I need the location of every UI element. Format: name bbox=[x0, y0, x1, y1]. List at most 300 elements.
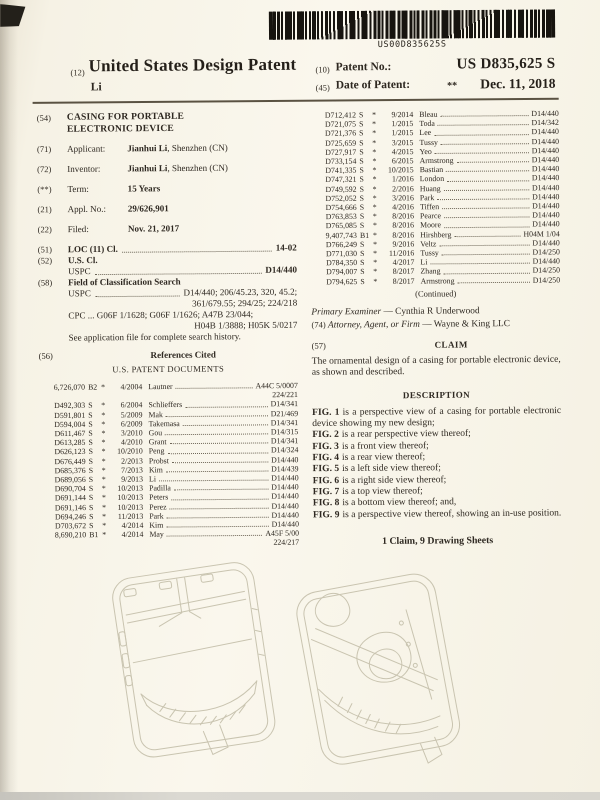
citation-name: May bbox=[149, 529, 164, 539]
citation-star: * bbox=[372, 193, 377, 203]
field-search-label: Field of Classification Search bbox=[68, 276, 181, 288]
date-of-patent-value: Dec. 11, 2018 bbox=[480, 75, 556, 92]
claim-text: The ornamental design of a casing for portable electronic device, as shown and described. bbox=[311, 354, 561, 379]
citation-star: * bbox=[101, 456, 106, 466]
citation-name: Li bbox=[148, 474, 157, 484]
citation-kind: S bbox=[88, 437, 93, 448]
field-number: (**) bbox=[37, 184, 52, 195]
citation-number: D721,075 bbox=[324, 119, 357, 129]
citation-class: D14/250 bbox=[532, 247, 560, 257]
citation-name: Tussy bbox=[419, 137, 438, 147]
dotted-leader bbox=[170, 501, 269, 509]
citation-star: * bbox=[373, 248, 378, 258]
patent-citations-right bbox=[310, 109, 560, 287]
citation-name: Tussy bbox=[420, 248, 439, 258]
dotted-leader bbox=[159, 474, 268, 482]
citation-star: * bbox=[373, 276, 378, 286]
fcs-uspc-label: USPC bbox=[68, 288, 91, 299]
citation-kind: S bbox=[88, 484, 94, 494]
left-column bbox=[37, 111, 299, 549]
citation-star: * bbox=[101, 400, 106, 411]
citation-date: 3/2010 bbox=[120, 428, 143, 438]
citation-class: D14/440 bbox=[271, 482, 299, 492]
citation-number: D691,146 bbox=[54, 502, 87, 513]
citation-date: 9/2014 bbox=[391, 109, 414, 120]
dotted-leader bbox=[166, 464, 268, 472]
citation-kind: S bbox=[359, 202, 365, 212]
dotted-leader bbox=[185, 400, 267, 408]
citation-class: D14/315 bbox=[270, 427, 299, 437]
citation-date: 6/2009 bbox=[120, 419, 143, 429]
citation-star: * bbox=[101, 465, 106, 475]
patent-citation-row bbox=[39, 381, 298, 402]
citation-name: Zhang bbox=[420, 266, 441, 277]
citation-class: D14/341 bbox=[270, 399, 299, 409]
citation-number: D766,249 bbox=[325, 239, 358, 250]
citation-class: D14/440 bbox=[271, 510, 299, 520]
field-value: 15 Years bbox=[127, 183, 161, 194]
citation-name: Park bbox=[149, 511, 164, 521]
field-number: (71) bbox=[36, 143, 52, 155]
citation-number: 6,726,070 bbox=[53, 382, 86, 392]
date-code: (45) bbox=[315, 82, 330, 93]
citation-date: 4/2014 bbox=[121, 520, 144, 530]
citation-kind: S bbox=[89, 521, 94, 531]
citation-kind: S bbox=[88, 502, 94, 512]
citation-star: * bbox=[102, 530, 107, 540]
citation-class: D14/440 bbox=[532, 238, 560, 248]
citation-name: Peters bbox=[149, 492, 169, 503]
dotted-leader bbox=[166, 520, 268, 528]
citation-class: D14/250 bbox=[532, 265, 561, 276]
dotted-leader bbox=[174, 483, 268, 491]
field-number: (51) bbox=[37, 244, 53, 255]
dotted-leader bbox=[430, 257, 529, 265]
citation-kind: S bbox=[88, 428, 93, 438]
citation-name: Lautner bbox=[148, 381, 173, 392]
citation-number: D727,917 bbox=[325, 147, 357, 157]
citation-date: 8/2017 bbox=[392, 267, 415, 277]
citation-class: D14/440 bbox=[271, 491, 299, 502]
claim-heading: CLAIM bbox=[434, 339, 468, 350]
citation-name: Bleau bbox=[419, 109, 438, 119]
citation-name: Armstrong bbox=[419, 155, 454, 166]
citation-class: D14/440 bbox=[532, 256, 560, 266]
citation-class: D14/440 bbox=[531, 127, 559, 137]
citation-star: * bbox=[372, 174, 377, 184]
citation-date: 2/2013 bbox=[121, 456, 143, 466]
claims-sheets-note: 1 Claim, 9 Drawing Sheets bbox=[382, 534, 494, 547]
dotted-leader bbox=[457, 155, 529, 163]
citation-class: D14/324 bbox=[270, 445, 299, 455]
biblio-field-row bbox=[37, 142, 296, 155]
citation-class: D14/440 bbox=[531, 136, 560, 146]
search-history-note: See application file for complete search history. bbox=[68, 331, 241, 343]
figure-description-line: FIG. 4 is a rear view thereof; bbox=[312, 452, 426, 464]
dotted-leader bbox=[166, 409, 268, 417]
citation-class: D14/440 bbox=[532, 201, 560, 211]
citation-star: * bbox=[101, 437, 106, 447]
field-number: (22) bbox=[37, 224, 52, 235]
citation-name: Kim bbox=[148, 465, 163, 475]
citation-name: Perez bbox=[149, 502, 167, 512]
citation-date: 6/2004 bbox=[120, 400, 143, 410]
citation-kind: S bbox=[88, 456, 94, 466]
citation-class: D14/342 bbox=[531, 118, 559, 128]
citation-date: 3/2015 bbox=[391, 137, 414, 147]
citation-class: D14/440 bbox=[532, 191, 560, 202]
figure-description-line: FIG. 7 is a top view thereof; bbox=[312, 486, 423, 498]
citation-star: * bbox=[372, 128, 377, 138]
citation-star: * bbox=[101, 410, 106, 420]
citation-number: 8,690,210 bbox=[54, 530, 87, 540]
citation-date: 4/2010 bbox=[120, 437, 143, 447]
dotted-leader bbox=[122, 243, 272, 253]
citation-star: * bbox=[373, 239, 378, 249]
field-label: Inventor: bbox=[67, 163, 101, 174]
citation-star: * bbox=[101, 428, 106, 438]
field-number: (58) bbox=[37, 277, 53, 288]
citation-class: D14/341 bbox=[270, 417, 299, 428]
citation-class: D14/440 bbox=[531, 173, 560, 183]
dotted-leader bbox=[441, 137, 529, 145]
examiner-label: Primary Examiner bbox=[311, 306, 382, 318]
citation-date: 2/2016 bbox=[392, 183, 414, 194]
citation-star: * bbox=[101, 493, 106, 503]
dotted-leader bbox=[442, 248, 530, 256]
dotted-leader bbox=[434, 128, 528, 136]
dotted-leader bbox=[183, 418, 268, 426]
citation-name: Kim bbox=[149, 520, 164, 530]
citation-class: D14/440 bbox=[271, 519, 300, 529]
citation-kind: S bbox=[358, 110, 364, 120]
citation-kind: S bbox=[359, 128, 364, 138]
citation-number: D611,467 bbox=[54, 428, 86, 439]
citation-name: Pearce bbox=[420, 211, 441, 221]
citation-number: D694,246 bbox=[54, 511, 87, 522]
citation-class: D14/440 bbox=[271, 454, 299, 465]
citation-class: D14/250 bbox=[532, 275, 561, 285]
dotted-leader bbox=[167, 529, 263, 537]
citation-date: 11/2013 bbox=[117, 511, 144, 521]
citation-date: 4/2016 bbox=[392, 202, 414, 212]
citation-star: * bbox=[372, 211, 377, 221]
citation-kind: S bbox=[360, 248, 365, 259]
citation-name: Lee bbox=[419, 128, 432, 138]
citation-name: London bbox=[419, 174, 445, 184]
citation-kind: S bbox=[359, 239, 365, 249]
citation-star: * bbox=[101, 447, 106, 457]
continued-note: (Continued) bbox=[415, 288, 457, 299]
citation-name: Yeo bbox=[419, 146, 432, 156]
citation-kind: B1 bbox=[89, 530, 99, 540]
field-value: Jianhui Li, Shenzhen (CN) bbox=[127, 162, 228, 174]
citation-kind: S bbox=[359, 184, 364, 194]
field-value: Jianhui Li, Shenzhen (CN) bbox=[127, 142, 228, 154]
citation-class: A45F 5/00 bbox=[265, 528, 300, 539]
dotted-leader bbox=[454, 229, 520, 237]
citation-name: Huang bbox=[419, 183, 441, 193]
citation-number: D626,123 bbox=[54, 447, 86, 457]
citation-name: Bastian bbox=[419, 165, 444, 175]
citation-name: Park bbox=[419, 192, 435, 203]
dotted-leader bbox=[167, 511, 269, 519]
citation-star: * bbox=[101, 419, 106, 429]
field-number: (57) bbox=[311, 340, 326, 351]
references-heading: References Cited bbox=[150, 349, 216, 361]
us-cl-label: U.S. Cl. bbox=[67, 255, 98, 266]
citation-number: D741,335 bbox=[325, 165, 357, 176]
citation-star: * bbox=[101, 382, 106, 392]
dotted-leader bbox=[439, 238, 529, 246]
dotted-leader bbox=[447, 174, 529, 182]
citation-name: Schlieffers bbox=[148, 400, 183, 410]
citation-star: * bbox=[101, 484, 106, 494]
citation-number: D703,672 bbox=[54, 521, 87, 531]
citation-class-line2: 224/217 bbox=[273, 538, 300, 548]
us-patent-documents-heading: U.S. PATENT DOCUMENTS bbox=[112, 363, 225, 375]
citation-date: 5/2009 bbox=[120, 409, 143, 420]
citation-number: D613,285 bbox=[54, 438, 86, 448]
citation-class: D14/440 bbox=[271, 473, 299, 483]
barcode-text: US00D835625S bbox=[377, 39, 447, 50]
loc-value: 14-02 bbox=[275, 242, 297, 253]
inventor-surname: Li bbox=[90, 81, 102, 94]
description-heading: DESCRIPTION bbox=[402, 389, 471, 401]
patent-citation-row bbox=[311, 275, 560, 286]
citation-number: D754,666 bbox=[325, 202, 357, 213]
field-label: Applicant: bbox=[67, 143, 106, 154]
citation-kind: S bbox=[89, 511, 94, 521]
dotted-leader bbox=[438, 118, 529, 126]
citation-date: 11/2016 bbox=[388, 248, 415, 258]
dotted-leader bbox=[444, 220, 529, 228]
date-of-patent-label: Date of Patent: bbox=[335, 78, 411, 92]
invention-title-row bbox=[37, 111, 296, 136]
citation-number: D749,592 bbox=[325, 184, 357, 194]
biblio-field-row bbox=[38, 222, 297, 235]
citation-date: 10/2013 bbox=[117, 483, 144, 494]
citation-number: D725,659 bbox=[325, 138, 357, 148]
citation-class: D14/341 bbox=[270, 436, 299, 446]
citation-class: D14/440 bbox=[531, 145, 560, 156]
citation-kind: B2 bbox=[88, 382, 98, 392]
scan-bottom-edge bbox=[0, 792, 600, 800]
citation-kind: S bbox=[359, 193, 365, 203]
citation-number: D763,853 bbox=[325, 212, 357, 222]
field-label: Appl. No.: bbox=[67, 203, 107, 215]
citation-date: 6/2015 bbox=[391, 156, 414, 166]
loc-label: LOC (11) Cl. bbox=[67, 243, 118, 255]
figure-description-line: FIG. 6 is a right side view thereof; bbox=[312, 474, 447, 486]
citation-date: 4/2015 bbox=[391, 146, 414, 157]
examiner-value: Cynthia R Underwood bbox=[395, 306, 480, 317]
citation-number: D594,004 bbox=[54, 419, 86, 429]
citation-number: D771,030 bbox=[325, 248, 358, 259]
citation-date: 9/2016 bbox=[392, 239, 415, 249]
citation-date: 8/2016 bbox=[392, 220, 415, 231]
citation-number: D721,376 bbox=[324, 128, 357, 139]
citation-number: D733,154 bbox=[325, 156, 357, 166]
citation-class: A44C 5/0007 bbox=[255, 380, 298, 391]
citation-star: * bbox=[373, 267, 378, 277]
citation-kind: S bbox=[88, 447, 93, 457]
citation-name: Armstrong bbox=[420, 275, 455, 286]
fig1-perspective-drawing bbox=[100, 547, 288, 789]
citation-date: 10/2010 bbox=[117, 446, 143, 457]
dash: — bbox=[383, 306, 393, 317]
dotted-leader bbox=[95, 265, 262, 275]
citation-number: D712,412 bbox=[324, 110, 357, 120]
citation-name: Li bbox=[420, 257, 428, 267]
citation-star: * bbox=[372, 230, 377, 240]
citation-star: * bbox=[102, 502, 107, 512]
citation-star: * bbox=[372, 184, 377, 194]
dotted-leader bbox=[442, 201, 529, 209]
citation-star: * bbox=[372, 202, 377, 212]
figure-description-line: FIG. 1 is a perspective view of a casing for portable electronic device showing my new design; bbox=[312, 405, 562, 430]
citation-kind: S bbox=[88, 401, 93, 411]
citation-date: 10/2015 bbox=[387, 165, 414, 175]
dotted-leader bbox=[437, 192, 529, 200]
citation-class: D14/440 bbox=[271, 501, 299, 511]
citation-date: 8/2016 bbox=[392, 211, 415, 221]
citation-number: D689,056 bbox=[54, 475, 86, 485]
citation-kind: S bbox=[359, 175, 364, 185]
field-value: 29/626,901 bbox=[127, 203, 169, 214]
citation-kind: S bbox=[360, 267, 365, 277]
citation-kind: S bbox=[88, 493, 94, 503]
citation-star: * bbox=[372, 156, 377, 166]
dotted-leader bbox=[440, 109, 528, 117]
citation-number: D690,704 bbox=[54, 484, 86, 494]
dotted-leader bbox=[435, 146, 529, 154]
document-title: United States Design Patent bbox=[88, 54, 297, 76]
field-label: Term: bbox=[67, 183, 89, 194]
dash: — bbox=[422, 319, 432, 330]
citation-number: D591,801 bbox=[54, 410, 86, 420]
citation-name: Toda bbox=[419, 119, 435, 129]
citation-class: D21/469 bbox=[270, 408, 299, 418]
citation-date: 1/2016 bbox=[391, 174, 414, 184]
dotted-leader bbox=[171, 492, 268, 500]
dotted-leader bbox=[443, 266, 529, 274]
uspc-value: D14/440 bbox=[265, 264, 298, 275]
field-number: (52) bbox=[37, 255, 53, 266]
citation-kind: S bbox=[88, 410, 93, 420]
attorney-label: Attorney, Agent, or Firm bbox=[327, 319, 420, 331]
citation-date: 3/2016 bbox=[392, 193, 414, 203]
patent-no-value: US D835,625 S bbox=[456, 55, 556, 73]
citation-class: D14/440 bbox=[532, 210, 560, 220]
citation-date: 1/2015 bbox=[391, 119, 414, 129]
fig2-rear-perspective-drawing bbox=[287, 557, 468, 789]
dotted-leader bbox=[444, 211, 529, 219]
citation-date: 7/2013 bbox=[121, 465, 143, 475]
citation-star: * bbox=[372, 119, 377, 129]
dotted-leader bbox=[176, 381, 253, 389]
figure-description-line: FIG. 2 is a rear perspective view thereof; bbox=[312, 429, 471, 441]
right-column bbox=[310, 109, 562, 548]
citation-star: * bbox=[372, 110, 377, 120]
field-number: (54) bbox=[36, 112, 52, 123]
citation-class-line2: 224/221 bbox=[272, 390, 298, 400]
attorney-line bbox=[311, 316, 560, 331]
citation-class: D14/440 bbox=[532, 219, 560, 229]
citation-number: D765,085 bbox=[325, 221, 357, 231]
citation-number: D752,052 bbox=[325, 193, 357, 203]
citation-kind: S bbox=[88, 465, 94, 475]
claim-heading-row bbox=[312, 339, 561, 352]
citation-name: Mak bbox=[148, 409, 163, 419]
field-number: (56) bbox=[38, 350, 53, 361]
patent-no-label: Patent No.: bbox=[335, 60, 392, 74]
dotted-leader bbox=[165, 427, 268, 435]
citation-class: D14/440 bbox=[531, 182, 560, 192]
biblio-field-row bbox=[37, 182, 296, 195]
scan-edge-shadow bbox=[0, 0, 18, 800]
figure-description-line: FIG. 9 is a perspective view thereof, showing an in-use position. bbox=[312, 507, 562, 520]
citation-date: 8/2016 bbox=[392, 230, 415, 240]
citation-class: D14/440 bbox=[531, 155, 560, 165]
citation-number: D794,007 bbox=[326, 267, 358, 277]
citation-star: * bbox=[373, 258, 378, 268]
citation-kind: S bbox=[360, 258, 365, 268]
citation-number: D794,625 bbox=[326, 276, 358, 286]
citation-kind: S bbox=[359, 119, 364, 129]
citation-kind: S bbox=[88, 474, 94, 485]
citation-star: * bbox=[101, 474, 106, 484]
citation-star: * bbox=[102, 521, 107, 531]
citation-star: * bbox=[372, 147, 377, 157]
citation-number: D784,350 bbox=[326, 258, 358, 268]
citation-class: D14/440 bbox=[531, 108, 559, 119]
kind-code: (12) bbox=[70, 67, 85, 78]
citation-name: Hirshberg bbox=[420, 229, 452, 240]
citation-class: H04M 1/04 bbox=[523, 228, 560, 239]
biblio-field-row bbox=[37, 162, 296, 175]
citation-class: D14/440 bbox=[531, 164, 560, 174]
field-value: Nov. 21, 2017 bbox=[127, 223, 180, 234]
header-divider bbox=[33, 98, 559, 104]
citation-class: D14/439 bbox=[271, 464, 299, 474]
citation-name: Grant bbox=[148, 437, 167, 447]
citation-number: D685,376 bbox=[54, 465, 86, 476]
citation-kind: S bbox=[360, 276, 365, 286]
citation-number: D691,144 bbox=[54, 493, 86, 503]
term-extension-stars: ** bbox=[447, 80, 458, 92]
figure-descriptions bbox=[312, 406, 562, 521]
dotted-leader bbox=[95, 287, 180, 297]
figure-description-line: FIG. 8 is a bottom view thereof; and, bbox=[312, 497, 457, 509]
biblio-fields bbox=[37, 142, 297, 235]
patent-no-code: (10) bbox=[315, 64, 330, 75]
dotted-leader bbox=[446, 164, 529, 172]
field-label: Filed: bbox=[67, 223, 89, 235]
barcode-bars-icon bbox=[269, 9, 555, 39]
fcs-uspc-value: D14/440; 206/45.23, 320, 45.2; bbox=[183, 286, 298, 298]
citation-kind: S bbox=[88, 419, 93, 429]
citation-name: Padilla bbox=[149, 483, 171, 493]
citation-date: 4/2014 bbox=[121, 529, 144, 540]
citation-kind: S bbox=[359, 156, 364, 166]
citation-number: 9,407,743 bbox=[325, 230, 357, 240]
field-number: (72) bbox=[37, 163, 52, 175]
fcs-cpc-line1: CPC ... G06F 1/1628; G06F 1/1626; A47B 23/044; bbox=[68, 309, 254, 321]
dotted-leader bbox=[167, 446, 268, 454]
citation-date: 10/2013 bbox=[117, 493, 144, 503]
dotted-leader bbox=[444, 183, 529, 191]
